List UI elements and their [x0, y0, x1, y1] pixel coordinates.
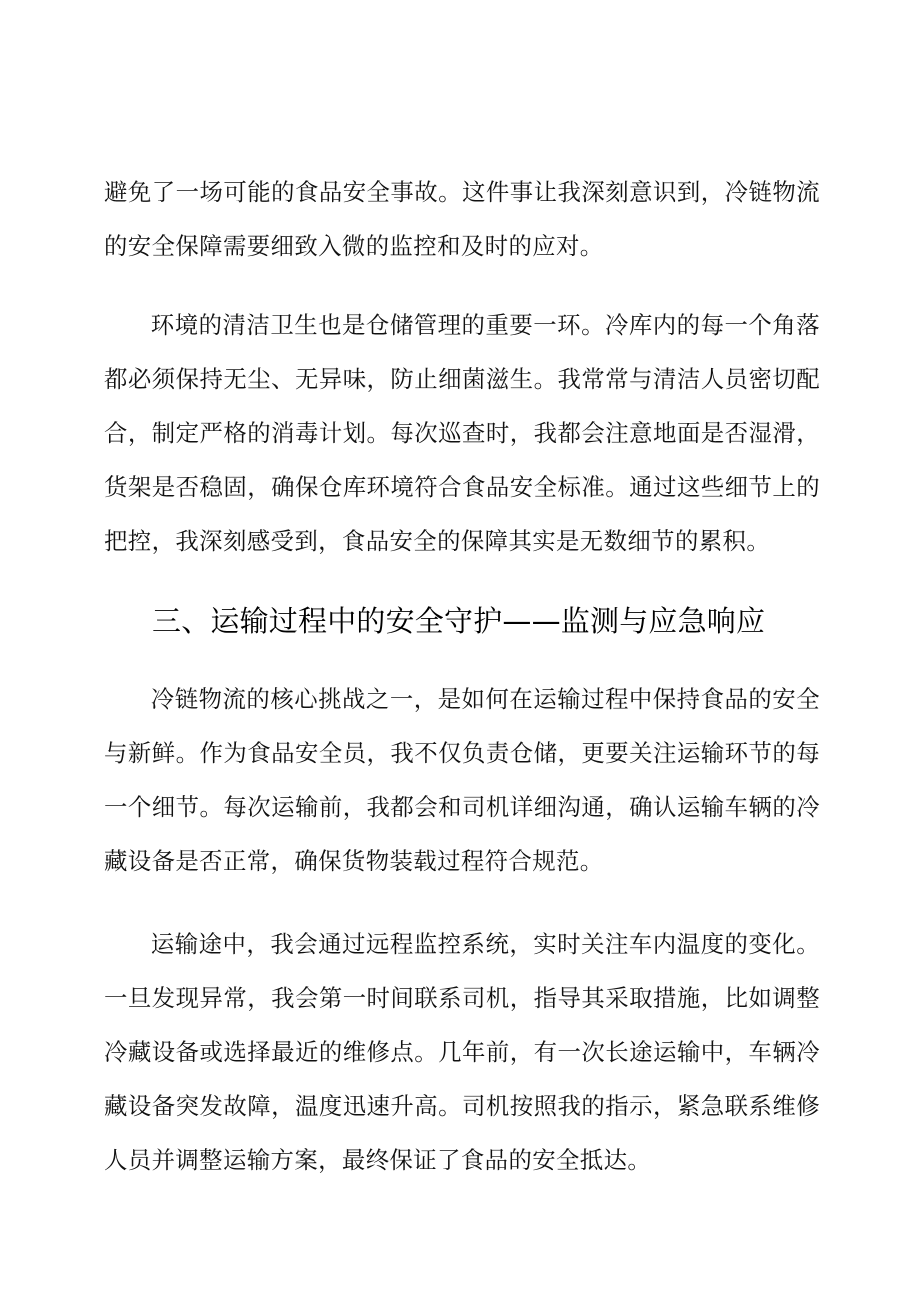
document-body: [104, 165, 820, 1187]
paragraph-sanitation: 环境的清洁卫生也是仓储管理的重要一环。冷库内的每一个角落都必须保持无尘、无异味，防止细菌滋生。我常常与清洁人员密切配合，制定严格的消毒计划。每次巡查时，我都会注意地面是否湿滑，货架是否稳固，确保仓库环境符合食品安全标准。通过这些细节上的把控，我深刻感受到，食品安全的保障其实是无数细节的累积。: [104, 311, 820, 555]
paragraph-transport-monitoring: 运输途中，我会通过远程监控系统，实时关注车内温度的变化。一旦发现异常，我会第一时间联系司机，指导其采取措施，比如调整冷藏设备或选择最近的维修点。几年前，有一次长途运输中，车辆冷藏设备突发故障，温度迅速升高。司机按照我的指示，紧急联系维修人员并调整运输方案，最终保证了食品的安全抵达。: [104, 930, 820, 1174]
paragraph-transport-challenge: 冷链物流的核心挑战之一，是如何在运输过程中保持食品的安全与新鲜。作为食品安全员，我不仅负责仓储，更要关注运输环节的每一个细节。每次运输前，我都会和司机详细沟通，确认运输车辆的冷藏设备是否正常，确保货物装载过程符合规范。: [104, 685, 820, 875]
section-heading-3: 三、运输过程中的安全守护——监测与应急响应: [152, 604, 766, 638]
paragraph-continuation: 避免了一场可能的食品安全事故。这件事让我深刻意识到，冷链物流的安全保障需要细致入微的监控和及时的应对。: [104, 178, 820, 260]
